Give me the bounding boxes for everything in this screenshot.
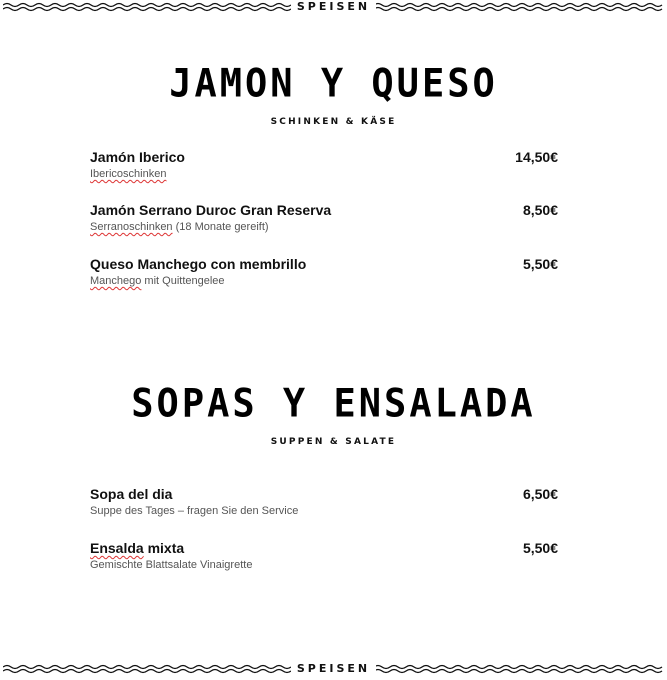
item-name: Sopa del dia (90, 486, 173, 502)
item-price: 8,50€ (522, 202, 558, 218)
menu-item (90, 486, 560, 518)
item-name: Jamón Serrano Duroc Gran Reserva (90, 202, 332, 218)
header-label: SPEISEN (291, 0, 376, 13)
item-price: 14,50€ (515, 149, 558, 165)
menu-item (90, 256, 560, 288)
menu-item (90, 540, 560, 572)
footer-label: SPEISEN (291, 662, 376, 675)
item-price: 5,50€ (522, 256, 558, 272)
menu-item (90, 202, 560, 234)
header-banner (0, 0, 667, 14)
item-name: Ensalda mixta (90, 540, 185, 556)
section-subtitle: SUPPEN & SALATE (270, 437, 397, 447)
footer-banner (0, 662, 667, 676)
item-name: Queso Manchego con membrillo (90, 256, 307, 272)
item-price: 6,50€ (522, 486, 558, 502)
section-subtitle: SCHINKEN & KÄSE (270, 117, 397, 127)
item-description: Serranoschinken (18 Monate gereift) (90, 221, 269, 233)
section-title: JAMON Y QUESO (169, 60, 498, 107)
item-description: Suppe des Tages – fragen Sie den Service (90, 505, 299, 517)
menu-item (90, 149, 560, 181)
section-title: SOPAS Y ENSALADA (131, 380, 536, 427)
item-description: Gemischte Blattsalate Vinaigrette (90, 559, 253, 571)
item-name: Jamón Iberico (90, 149, 185, 165)
item-price: 5,50€ (522, 540, 558, 556)
item-description: Ibericoschinken (90, 168, 167, 180)
item-description: Manchego mit Quittengelee (90, 275, 225, 287)
